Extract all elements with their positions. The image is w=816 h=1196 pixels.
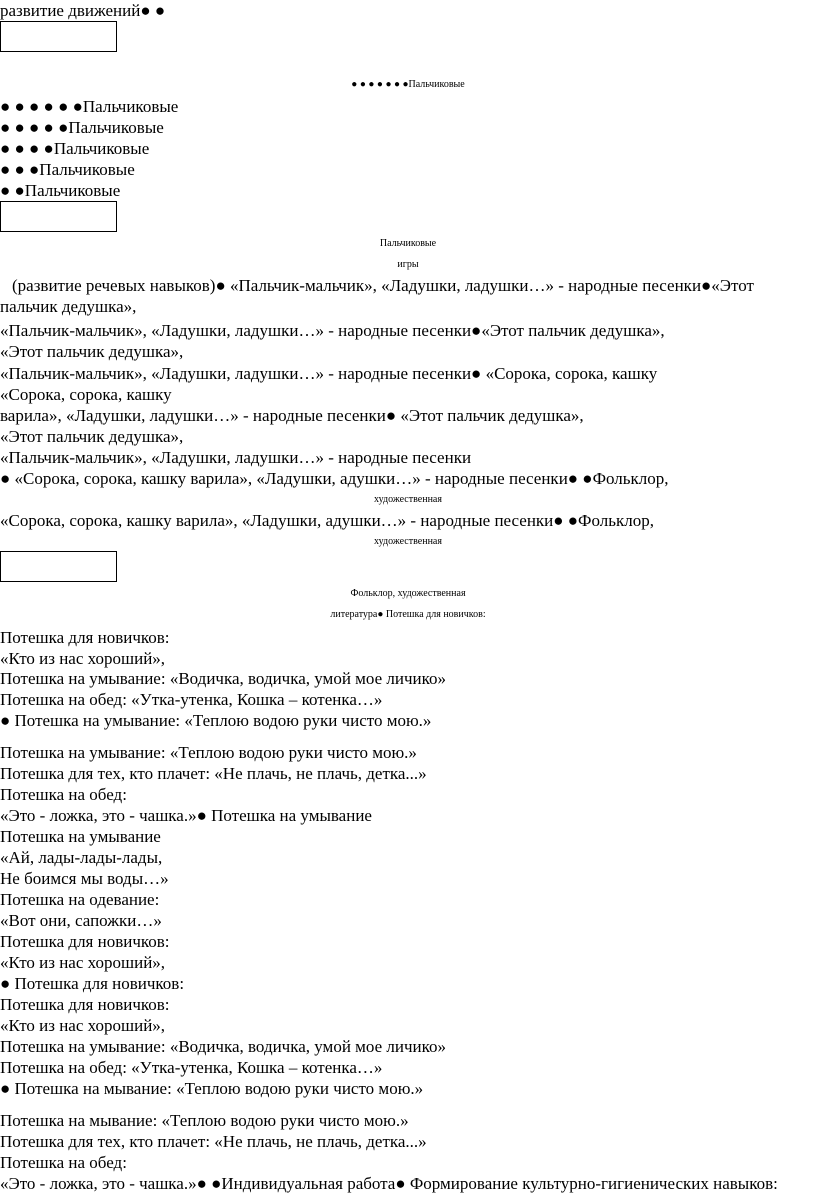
text-line: литература● Потешка для новичков:	[330, 609, 486, 620]
text-line: ● «Сорока, сорока, кашку варила», «Ладушки, адушки…» - народные песенки● ●Фольклор,	[0, 469, 669, 488]
text-line: Потешка на умывание: «Водичка, водичка, умой мое личико»	[0, 1037, 447, 1056]
text-line: ● ● ● ● ● ● ●Пальчиковые	[351, 79, 465, 90]
empty-table-cell	[0, 21, 117, 52]
text-line: Потешка на умывание	[0, 827, 161, 846]
text-line: художественная	[374, 494, 442, 505]
text-line: Потешка для новичков:	[0, 932, 170, 951]
text-line: «Это - ложка, это - чашка.»● ●Индивидуальная работа● Формирование культурно-гигиенических навыков:	[0, 1174, 778, 1193]
empty-table-cell	[0, 201, 117, 232]
text-line: Потешка для тех, кто плачет: «Не плачь, не плачь, детка...»	[0, 1132, 427, 1151]
text-line: Потешка на мывание: «Теплою водою руки чисто мою.»	[0, 1111, 409, 1130]
text-line: «Сорока, сорока, кашку варила», «Ладушки, адушки…» - народные песенки● ●Фольклор,	[0, 511, 654, 530]
section-heading: Фольклор, художественная	[350, 588, 466, 599]
text-line: Потешка на обед: «Утка-утенка, Кошка – котенка…»	[0, 1058, 383, 1077]
text-line: Потешка на обед: «Утка-утенка, Кошка – котенка…»	[0, 690, 383, 709]
text-line: Не боимся мы воды…»	[0, 869, 169, 888]
text-line: Потешка на одевание:	[0, 890, 160, 909]
text-line: пальчик дедушка»,	[0, 297, 137, 316]
section-heading: игры	[397, 259, 419, 270]
text-line: «Сорока, сорока, кашку	[0, 385, 172, 404]
text-line: ● ● ● ● ● ●Пальчиковые	[0, 97, 179, 116]
text-line: варила», «Ладушки, ладушки…» - народные песенки● «Этот пальчик дедушка»,	[0, 406, 584, 425]
text-line: «Кто из нас хороший»,	[0, 953, 166, 972]
empty-table-cell	[0, 551, 117, 582]
text-line: Потешка на умывание: «Водичка, водичка, умой мое личико»	[0, 669, 447, 688]
text-line: ● Потешка на умывание: «Теплою водою руки чисто мою.»	[0, 711, 432, 730]
text-line: (развитие речевых навыков)● «Пальчик-мальчик», «Ладушки, ладушки…» - народные песенки●«Этот	[12, 276, 754, 295]
text-line: ● ● ●Пальчиковые	[0, 160, 135, 179]
text-line: «Ай, лады-лады-лады,	[0, 848, 163, 867]
text-line: «Кто из нас хороший»,	[0, 1016, 166, 1035]
text-line: Потешка для новичков:	[0, 995, 170, 1014]
text-line: развитие движений● ●	[0, 1, 166, 20]
text-line: Потешка на обед:	[0, 1153, 127, 1172]
text-line: «Этот пальчик дедушка»,	[0, 427, 184, 446]
text-line: ● ● ● ●Пальчиковые	[0, 139, 150, 158]
text-line: «Кто из нас хороший»,	[0, 649, 166, 668]
text-line: Потешка для новичков:	[0, 628, 170, 647]
text-line: ● ● ● ● ●Пальчиковые	[0, 118, 164, 137]
text-line: Потешка на умывание: «Теплою водою руки чисто мою.»	[0, 743, 417, 762]
text-line: художественная	[374, 536, 442, 547]
text-line: Потешка на обед:	[0, 785, 127, 804]
text-line: «Пальчик-мальчик», «Ладушки, ладушки…» - народные песенки●«Этот пальчик дедушка»,	[0, 321, 665, 340]
text-line: «Это - ложка, это - чашка.»● Потешка на умывание	[0, 806, 372, 825]
section-heading: Пальчиковые	[379, 238, 437, 249]
text-line: «Пальчик-мальчик», «Ладушки, ладушки…» - народные песенки	[0, 448, 472, 467]
text-line: «Этот пальчик дедушка»,	[0, 342, 184, 361]
text-line: «Вот они, сапожки…»	[0, 911, 162, 930]
text-line: «Пальчик-мальчик», «Ладушки, ладушки…» - народные песенки● «Сорока, сорока, кашку	[0, 364, 658, 383]
text-line: ● Потешка на мывание: «Теплою водою руки чисто мою.»	[0, 1079, 424, 1098]
text-line: Потешка для тех, кто плачет: «Не плачь, не плачь, детка...»	[0, 764, 427, 783]
text-line: ● ●Пальчиковые	[0, 181, 121, 200]
text-line: ● Потешка для новичков:	[0, 974, 185, 993]
